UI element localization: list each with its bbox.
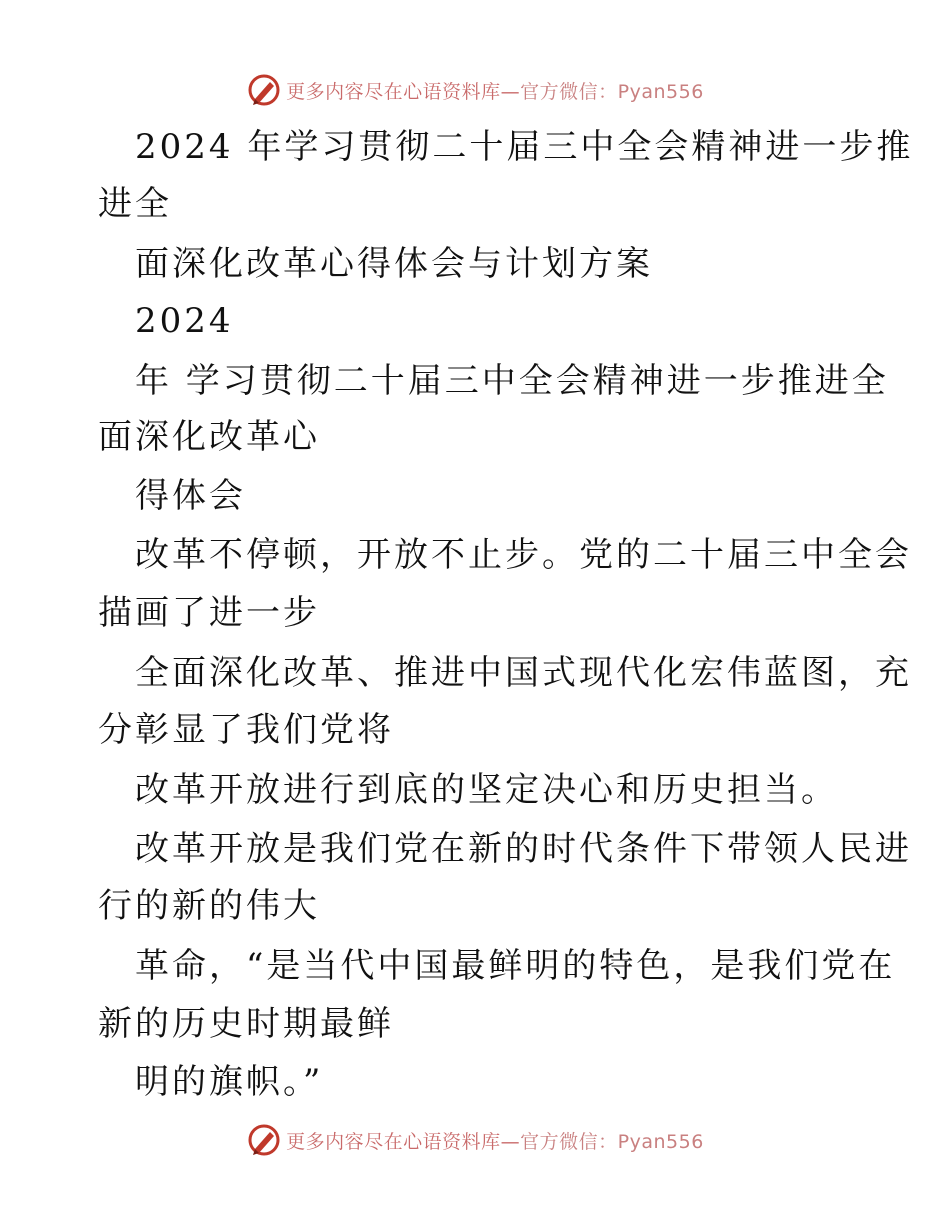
paragraph-line: 改革不停顿，开放不止步。党的二十届三中全会 <box>135 535 912 575</box>
paragraph-line: 新的历史时期最鲜 <box>98 1004 394 1044</box>
paragraph-line: 明的旗帜。” <box>135 1062 324 1102</box>
paragraph-line: 全面深化改革、推进中国式现代化宏伟蓝图，充 <box>135 653 912 693</box>
watermark-site: 更多内容尽在心语资料库 <box>286 1130 501 1153</box>
subtitle-line: 2024 <box>135 301 234 341</box>
watermark-dash: — <box>500 80 521 103</box>
paragraph-line: 改革开放是我们党在新的时代条件下带领人民进 <box>135 829 912 869</box>
footer-watermark <box>0 1118 950 1162</box>
paragraph-line: 描画了进一步 <box>98 593 320 633</box>
watermark-text <box>286 1127 704 1154</box>
title-line: 2024 年学习贯彻二十届三中全会精神进一步推 <box>135 127 914 167</box>
subtitle-line: 年 学习贯彻二十届三中全会精神进一步推进全 <box>135 361 889 401</box>
watermark-wechat: 官方微信：Pyan556 <box>520 1130 704 1153</box>
paragraph-line: 行的新的伟大 <box>98 886 320 926</box>
paragraph-line: 分彰显了我们党将 <box>98 710 394 750</box>
watermark-site: 更多内容尽在心语资料库 <box>286 80 501 103</box>
watermark-dash: — <box>500 1130 521 1153</box>
title-line: 进全 <box>98 184 172 224</box>
red-pen-seal-icon <box>246 1122 282 1158</box>
subtitle-line: 面深化改革心 <box>98 417 320 457</box>
title-line: 面深化改革心得体会与计划方案 <box>135 244 653 284</box>
paragraph-line: 改革开放进行到底的坚定决心和历史担当。 <box>135 770 838 810</box>
paragraph-line: 革命，“是当代中国最鲜明的特色，是我们党在 <box>135 946 896 986</box>
subtitle-line: 得体会 <box>135 476 246 516</box>
watermark-wechat: 官方微信：Pyan556 <box>520 80 704 103</box>
